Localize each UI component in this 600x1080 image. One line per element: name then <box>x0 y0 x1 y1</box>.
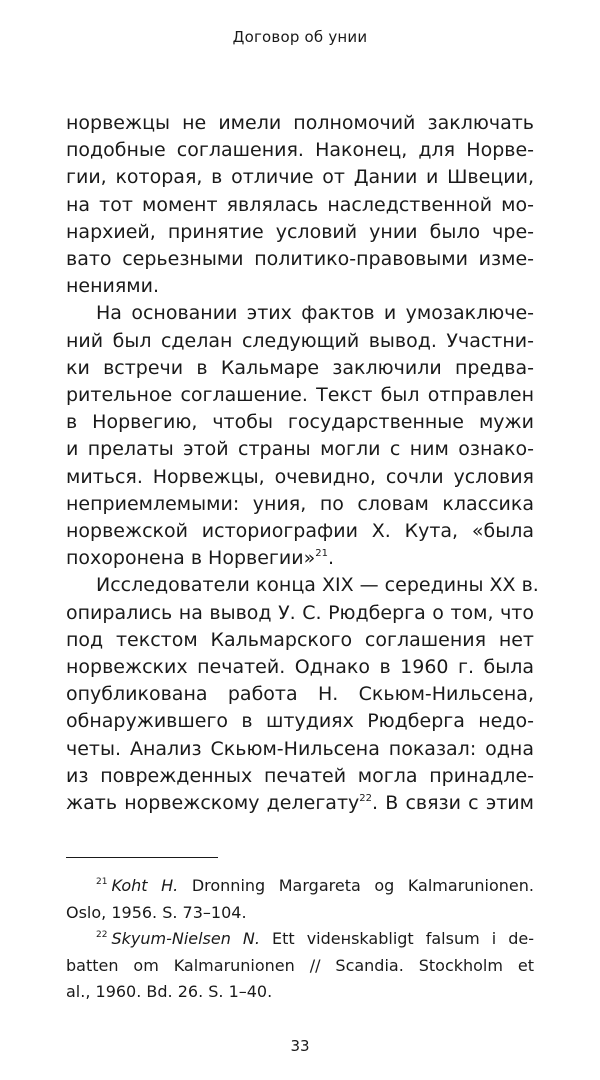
footnote-ref-22[interactable]: 22 <box>359 793 372 805</box>
text-line: рительное соглашение. Текст был отправлен <box>66 384 534 407</box>
text-line: из поврежденных печатей могла принадле- <box>66 764 534 787</box>
footnote-text: Dronning Margareta og Kalmarunionen. <box>178 876 534 895</box>
text-segment: жать норвежскому делегату <box>66 792 360 815</box>
footnote-ref-21[interactable]: 21 <box>315 548 328 560</box>
footnote-number: 21 <box>96 877 108 887</box>
text-line: похоронена в Норвегии»$^{21}$. <box>66 547 334 570</box>
text-line: гии, которая, в отличие от Дании и Швеции, <box>66 166 534 189</box>
text-line: Исследователи конца XIX — середины XX в. <box>96 574 539 597</box>
footnote-author: Skyum-Nielsen N. <box>111 929 260 948</box>
text-line: нениями. <box>66 275 160 298</box>
text-line: миться. Норвежцы, очевидно, сочли условия <box>66 465 534 488</box>
text-line: опирались на вывод У. С. Рюдберга о том, что <box>66 601 534 624</box>
text-line: норвежских печатей. Однако в 1960 г. была <box>66 656 534 679</box>
footnote-22 <box>66 926 534 953</box>
text-line: ний был сделан следующий вывод. Участни- <box>66 329 534 352</box>
text-line: вато серьезными политико-правовыми изме- <box>66 248 534 271</box>
footnotes <box>66 873 534 1006</box>
footnote-number: 22 <box>96 930 108 940</box>
text-line: обнаружившего в штудиях Рюдберга недо- <box>66 710 534 733</box>
text-line: под текстом Кальмарского соглашения нет <box>66 628 534 651</box>
text-line: четы. Анализ Скьюм-Нильсена показал: одна <box>66 737 534 760</box>
footnote-line: batten om Kalmarunionen // Scandia. Stockholm et <box>66 955 534 975</box>
footnote-line: Oslo, 1956. S. 73–104. <box>66 902 247 922</box>
footnote-text: Ett vidенskabligt falsum i de- <box>259 929 534 948</box>
text-segment: . В связи с этим <box>371 792 534 815</box>
text-line: подобные соглашения. Наконец, для Норве- <box>66 139 534 162</box>
text-line <box>66 790 534 817</box>
text-line: неприемлемыми: уния, по словам классика <box>66 492 534 515</box>
body-text <box>66 110 539 817</box>
footnote-separator <box>66 857 218 858</box>
footnote-21 <box>66 873 534 900</box>
footnote-author: Koht H. <box>111 876 179 895</box>
footnote-line: al., 1960. Bd. 26. S. 1–40. <box>66 982 273 1001</box>
text-line: и прелаты этой страны могли с ним ознако- <box>66 438 534 461</box>
text-line: На основании этих фактов и умозаключе- <box>96 302 534 325</box>
running-header: Договор об унии <box>232 28 368 46</box>
text-line: на тот момент являлась наследственной мо- <box>66 193 534 216</box>
text-line: ки встречи в Кальмаре заключили предва- <box>66 356 534 379</box>
text-line: нархией, принятие условий унии было чре- <box>66 220 534 243</box>
text-segment: похоронена в Норвегии» <box>66 547 316 570</box>
text-line: опубликована работа Н. Скьюм-Нильсена, <box>66 683 534 706</box>
text-line: в Норвегию, чтобы государственные мужи <box>66 411 534 434</box>
page-number: 33 <box>290 1037 310 1055</box>
text-line: норвежцы не имели полномочий заключать <box>66 112 534 134</box>
text-line: норвежской историографии Х. Кута, «была <box>66 520 534 543</box>
